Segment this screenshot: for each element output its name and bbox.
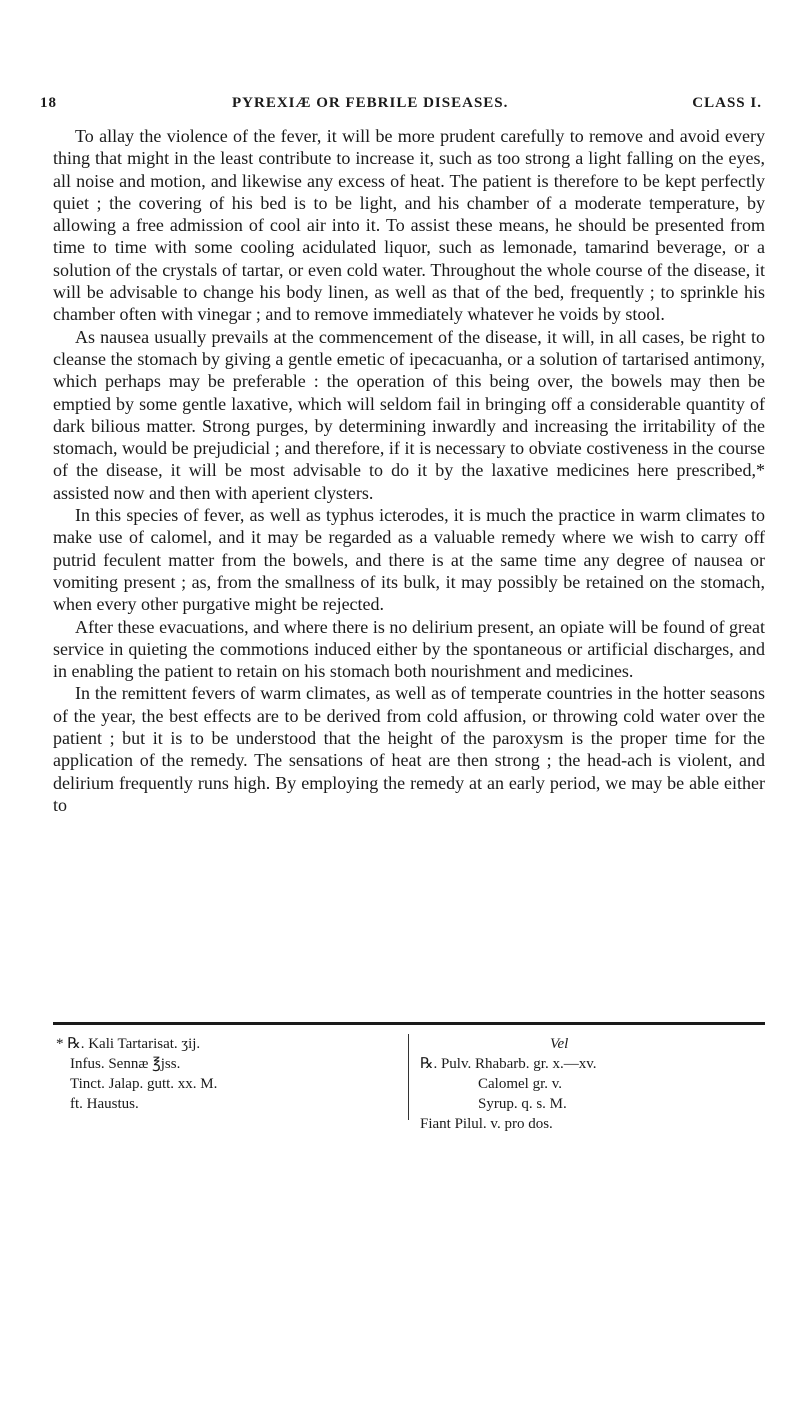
footnote-line: Vel [550,1036,569,1052]
class-label: CLASS I. [692,95,762,111]
footnote-line: Calomel gr. v. [478,1076,563,1092]
footnote-line: Infus. Sennæ ℥jss. [70,1056,181,1072]
running-title: PYREXIÆ OR FEBRILE DISEASES. [232,95,509,111]
main-text [53,125,765,816]
page-number: 18 [40,95,57,111]
paragraph: After these evacuations, and where there is no delirium present, an opiate will be found of great service in quieting the commotions induced either by the spontaneous or artificial discharges, and in enabling the patient to retain on his stomach both nourishment and medicines. [53,616,765,682]
footnote-line: * ℞. Kali Tartarisat. ʒij. [56,1036,201,1052]
paragraph: As nausea usually prevails at the commencement of the disease, it will, in all cases, be right to cleanse the stomach by giving a gentle emetic of ipecacuanha, or a solution of tartarised antimony, which perhaps may be preferable : the operation of this being over, the bowels may then be emptied by some gentle laxative, which will seldom fail in bringing off a considerable quantity of dark bilious matter. Strong purges, by determining inwardly and increasing the irritability of the stomach, would be prejudicial ; and therefore, if it is necessary to obviate costiveness in the course of the disease, it will be most advisable to do it by the laxative medicines here prescribed,* assisted now and then with aperient clysters. [53,326,765,503]
footnote-divider [408,1034,409,1120]
footnote-line: Fiant Pilul. v. pro dos. [420,1116,553,1132]
footnote-rule [53,1022,765,1025]
footnote-line: Syrup. q. s. M. [478,1096,567,1112]
footnote-line: ℞. Pulv. Rhabarb. gr. x.—xv. [420,1056,597,1072]
footnote-line: Tinct. Jalap. gutt. xx. M. [70,1076,218,1092]
paragraph: In this species of fever, as well as typhus icterodes, it is much the practice in warm climates to make use of calomel, and it may be regarded as a valuable remedy where we wish to carry off putrid feculent matter from the bowels, and there is at the same time any degree of nausea or vomiting present ; as, from the smallness of its bulk, it may possibly be retained on the stomach, when every other purgative might be rejected. [53,505,765,615]
footnote-prescription-right [420,1034,760,1134]
footnote-line: ft. Haustus. [70,1096,139,1112]
running-header [40,95,762,119]
footnote-prescription-left [56,1034,356,1114]
paragraph: To allay the violence of the fever, it will be more prudent carefully to remove and avoid every thing that might in the least contribute to increase it, such as too strong a light falling on the eyes, all noise and motion, and likewise any excess of heat. The patient is therefore to be kept perfectly quiet ; the covering of his bed is to be light, and his chamber of a moderate temperature, by allowing a free admission of cool air into it. To assist these means, he should be presented from time to time with some cooling acidulated liquor, such as lemonade, tamarind beverage, or a solution of the crystals of tartar, or even cold water. Throughout the whole course of the disease, it will be advisable to change his body linen, as well as that of the bed, frequently ; to sprinkle his chamber often with vinegar ; and to remove immediately whatever he voids by stool. [53,126,765,325]
paragraph: In the remittent fevers of warm climates, as well as of temperate countries in the hotter seasons of the year, the best effects are to be derived from cold affusion, or throwing cold water over the patient ; but it is to be understood that the height of the paroxysm is the proper time for the application of the remedy. The sensations of heat are then strong ; the head-ach is violent, and delirium frequently runs high. By employing the remedy at an early period, we may be able either to [53,683,765,815]
